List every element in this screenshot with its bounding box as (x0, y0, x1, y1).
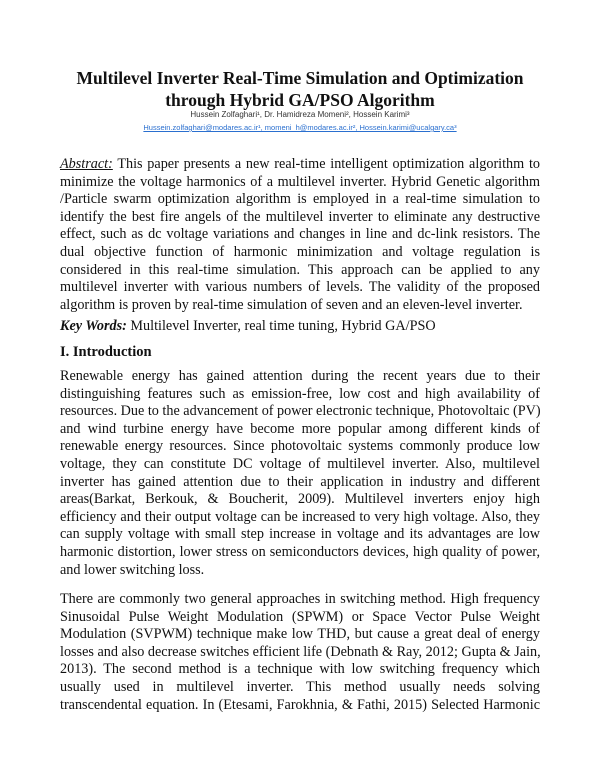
text-line-content: transcendental equation. In (Etesami, Farokhnia, & Fathi, 2015) Selected Harmonic (60, 696, 540, 713)
text-line (60, 386, 540, 404)
text-line-content: Renewable energy has gained attention during the recent years due to their (60, 368, 540, 384)
text-line-content: losses and also decrease switches efficient life (Debnath & Ray, 2012; Gupta & Jain, (60, 643, 541, 660)
text-line (60, 626, 540, 644)
text-line (60, 644, 540, 662)
author-emails[interactable]: Hussein.zolfaghari@modares.ac.ir¹, momeni_h@modares.ac.ir², Hossein.karimi@ucalgary.ca³ (143, 123, 457, 132)
abstract-label: Abstract: (60, 156, 113, 172)
text-line-content: distinguishing features such as emission-free, low cost and high availability of (60, 385, 540, 402)
text-line (60, 661, 540, 679)
text-line (60, 544, 540, 562)
text-line-content: renewable energy resources. Since photovoltaic systems commonly produce low (60, 438, 540, 455)
text-line (60, 456, 540, 474)
text-line (60, 226, 540, 244)
text-line-content: /Particle swarm optimization algorithm is employed in a real-time simulation to (60, 191, 540, 208)
text-line (60, 491, 540, 509)
text-line (60, 421, 540, 439)
text-line (60, 368, 540, 386)
text-line-content: minimize the voltage harmonics of a multilevel inverter. Hybrid Genetic algorithm (60, 173, 540, 190)
text-line (60, 262, 540, 280)
text-line-content: usually used in multilevel inverter. This method usually needs solving (60, 678, 540, 695)
text-line (60, 174, 540, 192)
text-line-content: considered in this real-time simulation. This approach can be applied to any (60, 261, 540, 278)
text-line-content: There are commonly two general approaches in switching method. High frequency (60, 591, 540, 607)
text-line-content: Modulation (SVPWM) technique make low THD, but cause a great deal of energy (60, 626, 540, 643)
paragraph-1 (60, 368, 540, 579)
text-line-content: harmonic distortion, lower stress on semiconductors devices, high quality of power, (60, 543, 540, 560)
text-line-content: 2013). The second method is a technique with low switching frequency which (60, 661, 540, 678)
text-line (60, 679, 540, 697)
text-line-content: inverter has gained attention due to their application in industry and different (60, 473, 540, 490)
text-line (60, 591, 540, 609)
title-line-1: Multilevel Inverter Real-Time Simulation and Optimization (76, 68, 524, 88)
text-line (60, 438, 540, 456)
text-line-content: dual objective function of harmonic minimization and voltage regulation is (60, 243, 540, 260)
text-line-content: multilevel inverter with various numbers of levels. The validity of the proposed (60, 279, 540, 296)
keywords-label: Key Words: (60, 318, 127, 334)
text-line (60, 474, 540, 492)
text-line (60, 403, 540, 421)
authors: Hussein Zolfaghari¹, Dr. Hamidreza Momeni², Hossein Karimi³ (190, 110, 410, 119)
text-line (60, 297, 540, 315)
title-line-2: through Hybrid GA/PSO Algorithm (165, 90, 435, 110)
section-heading-introduction: I. Introduction (60, 344, 152, 360)
text-line (60, 697, 540, 715)
text-line (60, 526, 540, 544)
text-line (60, 191, 540, 209)
text-line-content: and lower switching loss. (60, 561, 205, 578)
text-line (60, 244, 540, 262)
text-line-content: Sinusoidal Pulse Weight Modulation (SPWM) or Space Vector Pulse Weight (60, 608, 540, 625)
paragraph-2 (60, 591, 540, 714)
text-line (60, 609, 540, 627)
text-line-content: can supply voltage with small step increase in voltage and its advantages are low (60, 526, 540, 543)
text-line (60, 156, 540, 174)
keywords (60, 318, 540, 336)
text-line-content: efficiency and their output voltage can be increased to very high voltage. Also, they (60, 508, 540, 525)
text-line-content: algorithm is proven by real-time simulation of seven and an eleven-level inverter. (60, 296, 523, 313)
abstract (60, 156, 540, 314)
text-line-content: effect, such as dc voltage variations and changes in line and dc-link resistors. The (60, 226, 540, 243)
text-line-content: resources. Due to the advancement of power electronic technique, Photovoltaic (PV) (60, 403, 541, 420)
text-line-content: This paper presents a new real-time intelligent optimization algorithm to (112, 156, 540, 172)
text-line (60, 562, 540, 580)
keywords-text: Multilevel Inverter, real time tuning, Hybrid GA/PSO (126, 318, 436, 334)
text-line-content: and wind turbine energy have become more popular among different kinds of (60, 420, 540, 437)
text-line-content: identify the best fire angels of the multilevel inverter to eliminate any destructive (60, 208, 540, 225)
text-line-content: voltage, they can constitute DC voltage of multilevel inverter. Also, multilevel (60, 455, 540, 472)
text-line (60, 279, 540, 297)
text-line-content: areas(Barkat, Berkouk, & Boucherit, 2009). Multilevel inverters enjoy high (60, 491, 540, 508)
text-line (60, 509, 540, 527)
text-line (60, 209, 540, 227)
